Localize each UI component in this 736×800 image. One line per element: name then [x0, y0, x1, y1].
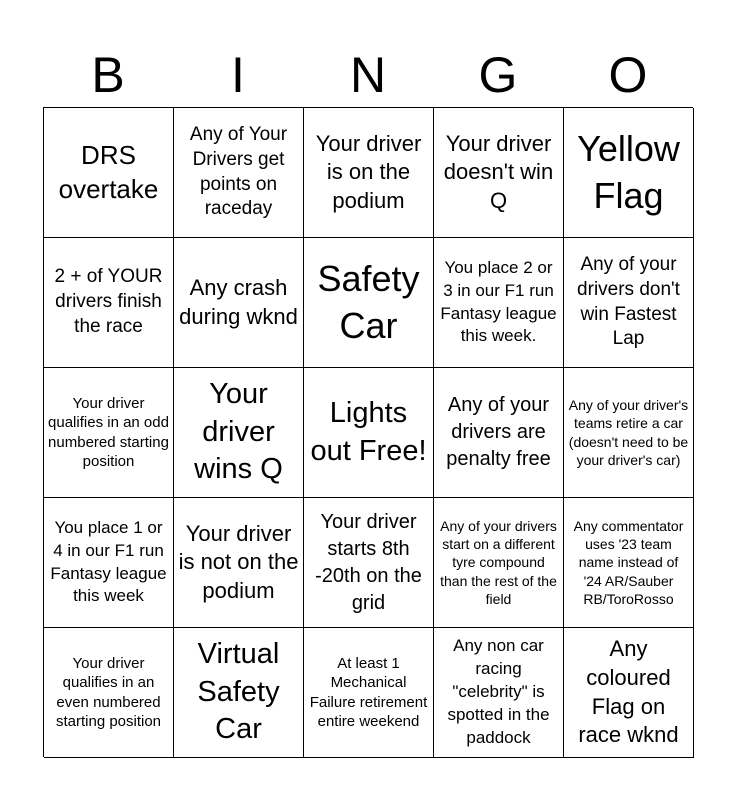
bingo-cell[interactable] [564, 238, 694, 368]
bingo-cell[interactable] [174, 628, 304, 758]
header-letter-o: O [608, 47, 648, 103]
cell-text: At least 1 Mechanical Failure retirement entire weekend [309, 654, 428, 730]
cell-text: Any of your drivers start on a different tyre compound than the rest of the field [440, 518, 557, 607]
cell-text: Your driver doesn't win Q [443, 130, 554, 213]
cell-text: DRS overtake [58, 140, 159, 204]
cell-text: Any of your drivers are penalty free [446, 394, 551, 470]
header-letter-g: G [478, 47, 518, 103]
cell-text: Any crash during wknd [179, 274, 298, 329]
cell-text: Any of your driver's teams retire a car (doesn't need to be your driver's car) [568, 397, 689, 468]
bingo-cell[interactable] [44, 368, 174, 498]
bingo-cell[interactable] [434, 628, 564, 758]
bingo-cell[interactable] [434, 368, 564, 498]
cell-text: Your driver wins Q [194, 377, 283, 486]
cell-text: Any of Your Drivers get points on raceday [189, 124, 288, 220]
bingo-cell[interactable] [44, 238, 174, 368]
bingo-cell[interactable] [174, 368, 304, 498]
header-letter-b: B [91, 47, 125, 103]
cell-text: 2 + of YOUR drivers finish the race [54, 266, 163, 337]
cell-text: Any non car racing "celebrity" is spotted in the paddock [447, 636, 550, 747]
bingo-cell[interactable] [174, 108, 304, 238]
cell-text: Your driver is not on the podium [178, 520, 299, 603]
cell-text: Any coloured Flag on race wknd [578, 636, 679, 748]
bingo-cell[interactable] [304, 108, 434, 238]
bingo-header [43, 44, 693, 106]
bingo-cell[interactable] [304, 238, 434, 368]
cell-text: Yellow Flag [577, 127, 680, 216]
bingo-cell[interactable] [434, 498, 564, 628]
header-letter-i: I [231, 47, 245, 103]
header-letter-n: N [349, 47, 387, 103]
cell-text: You place 2 or 3 in our F1 run Fantasy league this week. [440, 257, 557, 346]
bingo-cell[interactable] [304, 628, 434, 758]
cell-text: Any of your drivers don't win Fastest Lap [577, 254, 680, 350]
cell-text: Lights out Free! [310, 396, 427, 467]
bingo-cell[interactable] [304, 498, 434, 628]
cell-text: You place 1 or 4 in our F1 run Fantasy league this week [50, 517, 167, 606]
cell-text: Your driver qualifies in an even numbered starting position [55, 654, 162, 730]
cell-text: Your driver is on the podium [315, 130, 422, 213]
bingo-cell[interactable] [564, 368, 694, 498]
cell-text: Virtual Safety Car [197, 637, 280, 746]
bingo-cell[interactable] [434, 238, 564, 368]
bingo-cell[interactable] [564, 108, 694, 238]
bingo-board [43, 107, 693, 757]
bingo-cell[interactable] [564, 498, 694, 628]
cell-text: Safety Car [317, 257, 420, 346]
bingo-cell[interactable] [174, 498, 304, 628]
cell-text: Your driver starts 8th -20th on the grid [315, 510, 422, 614]
bingo-cell[interactable] [44, 628, 174, 758]
bingo-cell[interactable] [304, 368, 434, 498]
bingo-cell[interactable] [564, 628, 694, 758]
bingo-cell[interactable] [434, 108, 564, 238]
bingo-cell[interactable] [44, 108, 174, 238]
cell-text: Any commentator uses '23 team name instead of '24 AR/Sauber RB/ToroRosso [573, 518, 684, 607]
cell-text: Your driver qualifies in an odd numbered starting position [48, 394, 169, 470]
bingo-cell[interactable] [44, 498, 174, 628]
bingo-cell[interactable] [174, 238, 304, 368]
